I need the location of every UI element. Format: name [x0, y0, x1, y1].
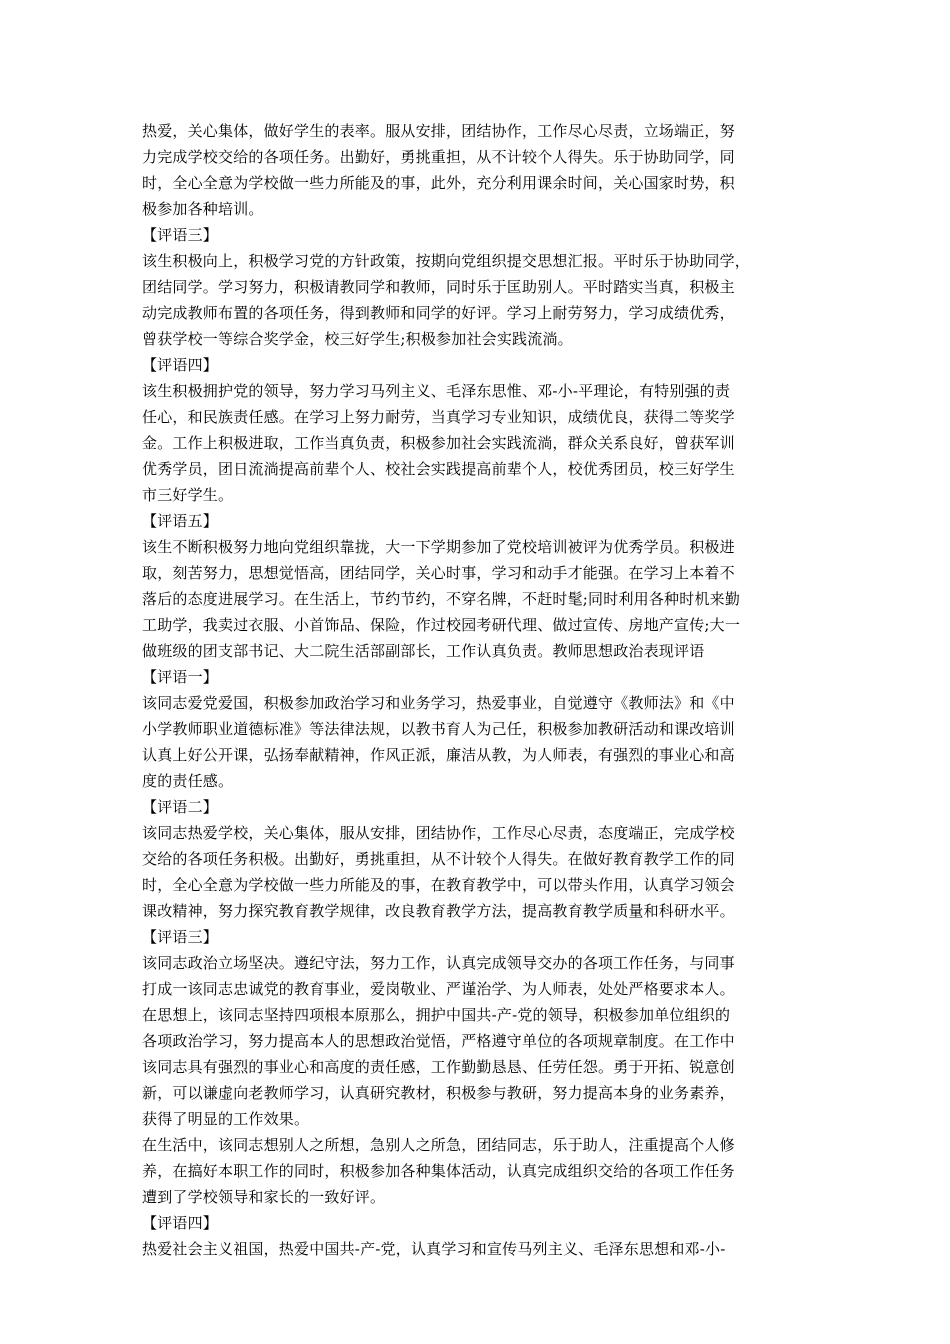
paragraph-line: 金。工作上积极进取，工作当真负责，积极参加社会实践流淌，群众关系良好，曾获军训 [142, 434, 735, 452]
paragraph-line: 在生活中，该同志想别人之所想，急别人之所急，团结同志，乐于助人，注重提高个人修 [142, 1136, 735, 1154]
paragraph-line: 交给的各项任务积极。出勤好，勇挑重担，从不计较个人得失。在做好教育教学工作的同 [142, 850, 735, 868]
paragraph-line: 该生积极向上，积极学习党的方针政策，按期向党组织提交思想汇报。平时乐于协助同学， [142, 252, 751, 270]
paragraph-line: 做班级的团支部书记、大二院生活部副部长，工作认真负责。教师思想政治表现评语 [142, 642, 705, 660]
paragraph-line: 小学教师职业道德标准》等法律法规，以教书育人为己任，积极参加教研活动和课改培训 [142, 720, 735, 738]
paragraph-line: 遭到了学校领导和家长的一致好评。 [142, 1188, 386, 1206]
paragraph-line: 热爱社会主义祖国，热爱中国共-产-党，认真学习和宣传马列主义、毛泽东思想和邓-小- [142, 1240, 726, 1258]
paragraph-line: 工助学，我卖过衣服、小首饰品、保险，作过校园考研代理、做过宣传、房地产宣传;大一 [142, 616, 741, 634]
paragraph-line: 热爱，关心集体，做好学生的表率。服从安排，团结协作，工作尽心尽责，立场端正，努 [142, 122, 735, 140]
paragraph-line: 该同志爱党爱国，积极参加政治学习和业务学习，热爱事业，自觉遵守《教师法》和《中 [142, 694, 735, 712]
paragraph-line: 该同志热爱学校，关心集体，服从安排，团结协作，工作尽心尽责，态度端正，完成学校 [142, 824, 735, 842]
paragraph-line: 该同志具有强烈的事业心和高度的责任感，工作勤勤恳恳、任劳任怨。勇于开拓、锐意创 [142, 1058, 735, 1076]
section-heading: 【评语一】 [142, 668, 219, 686]
paragraph-line: 该生积极拥护党的领导，努力学习马列主义、毛泽东思惟、邓-小-平理论，有特别强的责 [142, 382, 731, 400]
paragraph-line: 该同志政治立场坚决。遵纪守法，努力工作，认真完成领导交办的各项工作任务，与同事 [142, 954, 735, 972]
paragraph-line: 优秀学员，团日流淌提高前辈个人、校社会实践提高前辈个人，校优秀团员，校三好学生 [142, 460, 735, 478]
paragraph-line: 取，刻苦努力，思想觉悟高，团结同学，关心时事，学习和动手才能强。在学习上本着不 [142, 564, 735, 582]
paragraph-line: 认真上好公开课，弘扬奉献精神，作风正派，廉洁从教，为人师表，有强烈的事业心和高 [142, 746, 735, 764]
paragraph-line: 各项政治学习，努力提高本人的思想政治觉悟，严格遵守单位的各项规章制度。在工作中 [142, 1032, 735, 1050]
section-heading: 【评语三】 [142, 928, 219, 946]
paragraph-line: 度的责任感。 [142, 772, 234, 790]
paragraph-line: 该生不断积极努力地向党组织靠拢，大一下学期参加了党校培训被评为优秀学员。积极进 [142, 538, 735, 556]
section-heading: 【评语五】 [142, 512, 219, 530]
paragraph-line: 在思想上，该同志坚持四项根本原那么，拥护中国共-产-党的领导，积极参加单位组织的 [142, 1006, 731, 1024]
paragraph-line: 获得了明显的工作效果。 [142, 1110, 310, 1128]
document-page [142, 118, 828, 1262]
paragraph-line: 落后的态度进展学习。在生活上，节约节约，不穿名牌，不赶时髦;同时利用各种时机来勤 [142, 590, 741, 608]
paragraph-line: 曾获学校一等综合奖学金，校三好学生;积极参加社会实践流淌。 [142, 330, 573, 348]
paragraph-line: 时，全心全意为学校做一些力所能及的事，此外，充分利用课余时间，关心国家时势，积 [142, 174, 735, 192]
paragraph-line: 团结同学。学习努力，积极请教同学和教师，同时乐于匡助别人。平时踏实当真，积极主 [142, 278, 735, 296]
paragraph-line: 极参加各种培训。 [142, 200, 264, 218]
section-heading: 【评语四】 [142, 1214, 219, 1232]
paragraph-line: 任心，和民族责任感。在学习上努力耐劳，当真学习专业知识，成绩优良，获得二等奖学 [142, 408, 735, 426]
section-heading: 【评语四】 [142, 356, 219, 374]
paragraph-line: 市三好学生。 [142, 486, 234, 504]
paragraph-line: 新，可以谦虚向老教师学习，认真研究教材，积极参与教研，努力提高本身的业务素养， [142, 1084, 735, 1102]
paragraph-line: 养，在搞好本职工作的同时，积极参加各种集体活动，认真完成组织交给的各项工作任务 [142, 1162, 735, 1180]
paragraph-line: 时，全心全意为学校做一些力所能及的事，在教育教学中，可以带头作用，认真学习领会 [142, 876, 735, 894]
paragraph-line: 力完成学校交给的各项任务。出勤好，勇挑重担，从不计较个人得失。乐于协助同学，同 [142, 148, 735, 166]
paragraph-line: 动完成教师布置的各项任务，得到教师和同学的好评。学习上耐劳努力，学习成绩优秀， [142, 304, 735, 322]
paragraph-line: 课改精神，努力探究教育教学规律，改良教育教学方法，提高教育教学质量和科研水平。 [142, 902, 735, 920]
section-heading: 【评语二】 [142, 798, 219, 816]
paragraph-line: 打成一该同志忠诚党的教育事业，爱岗敬业、严谨治学、为人师表，处处严格要求本人。 [142, 980, 735, 998]
section-heading: 【评语三】 [142, 226, 219, 244]
